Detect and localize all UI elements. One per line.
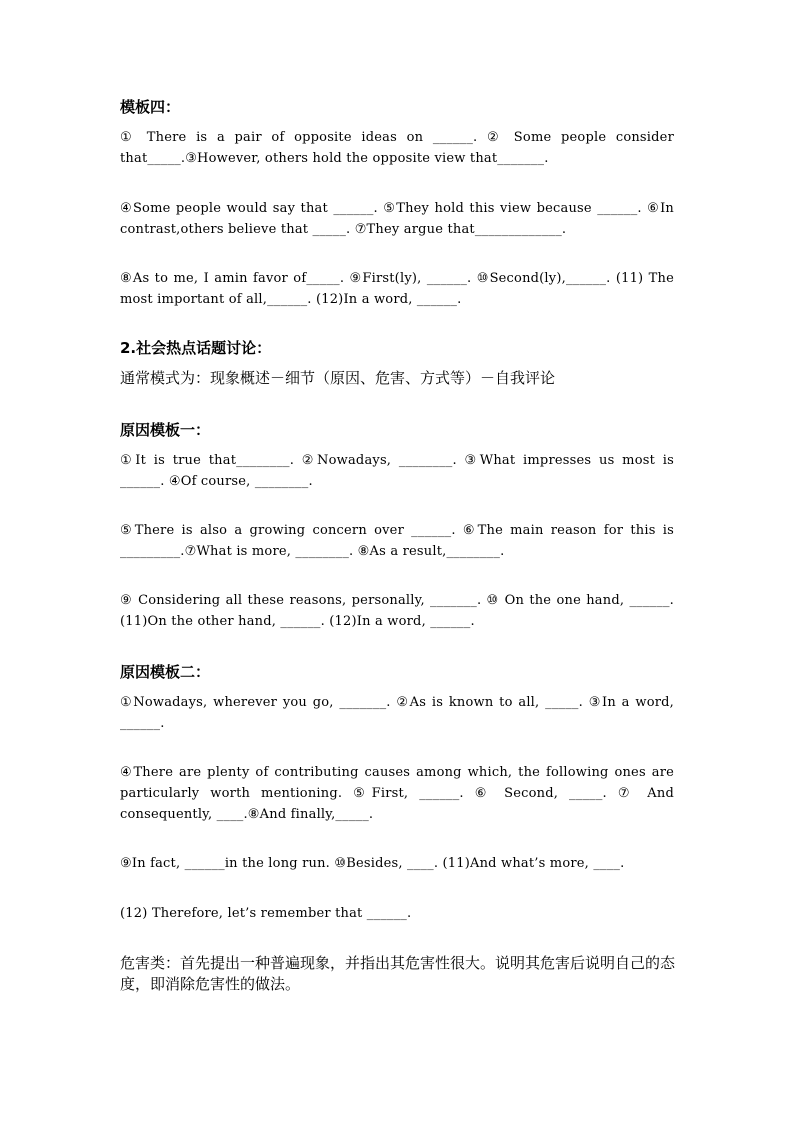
template4-paragraph-3: ⑧As to me, I amin favor of_____. ⑨First(ly), ______. ⑩Second(ly),______. (11) The most important of all,______. (12)In a word, ______.	[120, 271, 674, 307]
reason-template1-paragraph-1: ①It is true that________. ②Nowadays, ________. ③What impresses us most is ______. ④Of course, ________.	[120, 453, 674, 489]
reason-template2-paragraph-1: ①Nowadays, wherever you go, _______. ②As is known to all, _____. ③In a word, ______.	[120, 695, 674, 731]
reason-template2-paragraph-2: ④There are plenty of contributing causes among which, the following ones are particularly worth mentioning. ⑤First, ______. ⑥ Second, _____. ⑦ And consequently, ____.⑧And finally,_____.	[120, 765, 674, 822]
reason-template1-heading: 原因模板一：	[120, 421, 211, 439]
template4-heading: 模板四：	[120, 98, 181, 116]
hot-topics-heading: 2.社会热点话题讨论：	[120, 339, 272, 357]
reason-template2-paragraph-4: (12) Therefore, let’s remember that ______.	[120, 906, 412, 921]
harm-description: 危害类：首先提出一种普遍现象，并指出其危害性很大。说明其危害后说明自己的态度，即消除危害性的做法。	[120, 954, 676, 993]
reason-template2-heading: 原因模板二：	[120, 663, 211, 681]
template4-paragraph-2: ④Some people would say that ______. ⑤They hold this view because ______. ⑥In contrast,others believe that _____. ⑦They argue that_____________.	[120, 201, 674, 237]
template4-paragraph-1: ① There is a pair of opposite ideas on ______. ② Some people consider that_____.③However, others hold the opposite view that_______.	[120, 130, 674, 166]
reason-template1-paragraph-2: ⑤There is also a growing concern over ______. ⑥The main reason for this is _________.⑦What is more, ________. ⑧As a result,________.	[120, 523, 674, 559]
reason-template2-paragraph-3: ⑨In fact, ______in the long run. ⑩Besides, ____. (11)And what’s more, ____.	[120, 856, 625, 871]
hot-topics-pattern: 通常模式为：现象概述－细节（原因、危害、方式等）－自我评论	[120, 369, 556, 387]
reason-template1-paragraph-3: ⑨ Considering all these reasons, personally, _______. ⑩ On the one hand, ______.(11)On the other hand, ______. (12)In a word, ______.	[120, 593, 674, 629]
